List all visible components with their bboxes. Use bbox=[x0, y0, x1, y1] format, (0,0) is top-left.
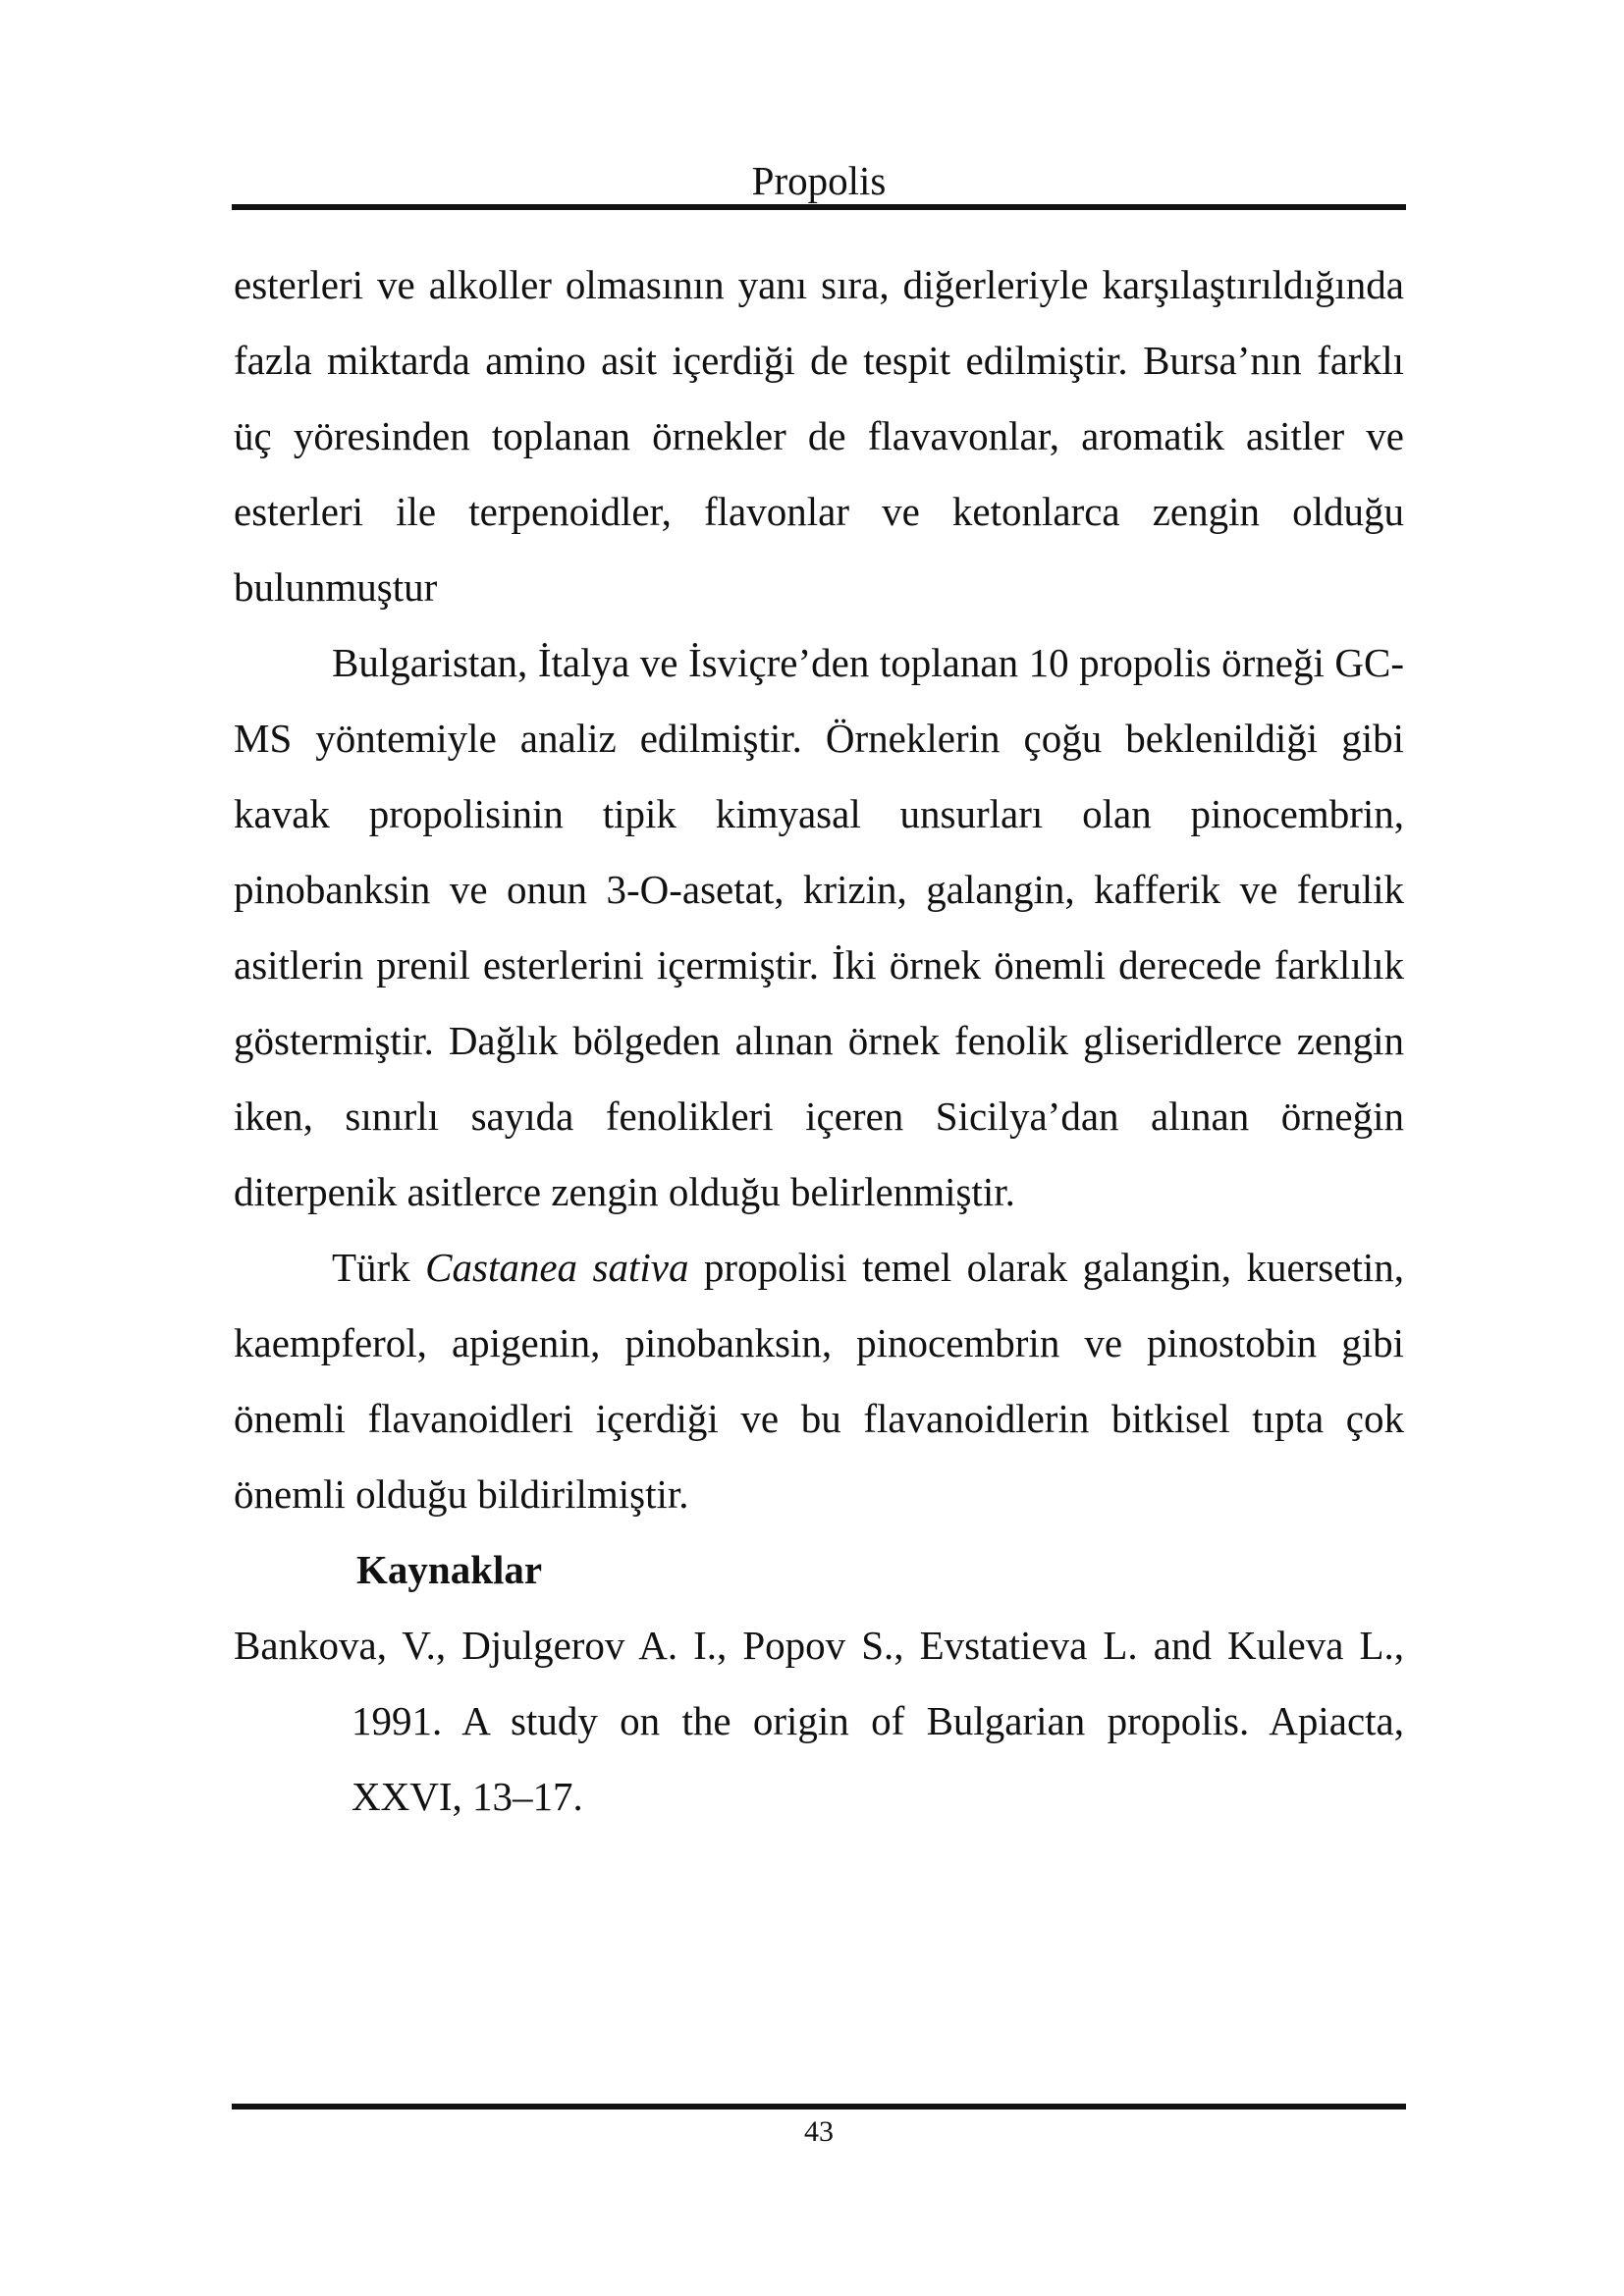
body-text bbox=[234, 247, 1404, 1835]
reference-entry: Bankova, V., Djulgerov A. I., Popov S., Evstatieva L. and Kuleva L., 1991. A study on the origin of Bulgarian propolis. Apiacta, XXVI, 13–17. bbox=[234, 1623, 1404, 1819]
paragraph-castanea-propolis bbox=[234, 1230, 1404, 1532]
references-heading: Kaynaklar bbox=[356, 1547, 543, 1592]
header-rule bbox=[232, 204, 1406, 210]
paragraph-castanea-rest: propolisi temel olarak galangin, kuersetin, kaempferol, apigenin, pinobanksin, pinocembrin ve pinostobin gibi önemli flavanoidleri içerdiği ve bu flavanoidlerin bitkisel tıpta çok önemli olduğu bildirilmiştir. bbox=[234, 1245, 1404, 1517]
paragraph-bulgaria-samples: Bulgaristan, İtalya ve İsviçre’den toplanan 10 propolis örneği GC-MS yöntemiyle analiz edilmiştir. Örneklerin çoğu beklenildiği gibi kavak propolisinin tipik kimyasal unsurları olan pinocembrin, pinobanksin ve onun 3-O-asetat, krizin, galangin, kafferik ve ferulik asitlerin prenil esterlerini içermiştir. İki örnek önemli derecede farklılık göstermiştir. Dağlık bölgeden alınan örnek fenolik gliseridlerce zengin iken, sınırlı sayıda fenolikleri içeren Sicilya’dan alınan örneğin diterpenik asitlerce zengin olduğu belirlenmiştir. bbox=[234, 640, 1404, 1214]
paragraph-castanea-lead: Türk bbox=[332, 1245, 426, 1290]
paragraph-continuation: esterleri ve alkoller olmasının yanı sıra, diğerleriyle karşılaştırıldığında fazla miktarda amino asit içerdiği de tespit edilmiştir. Bursa’nın farklı üç yöresinden toplanan örnekler de flavavonlar, aromatik asitler ve esterleri ile terpenoidler, flavonlar ve ketonlarca zengin olduğu bulunmuştur bbox=[234, 262, 1404, 610]
footer-rule bbox=[232, 2104, 1406, 2109]
species-name-italic: Castanea sativa bbox=[425, 1245, 689, 1290]
running-header-title: Propolis bbox=[751, 158, 887, 203]
page-number: 43 bbox=[804, 2115, 834, 2148]
